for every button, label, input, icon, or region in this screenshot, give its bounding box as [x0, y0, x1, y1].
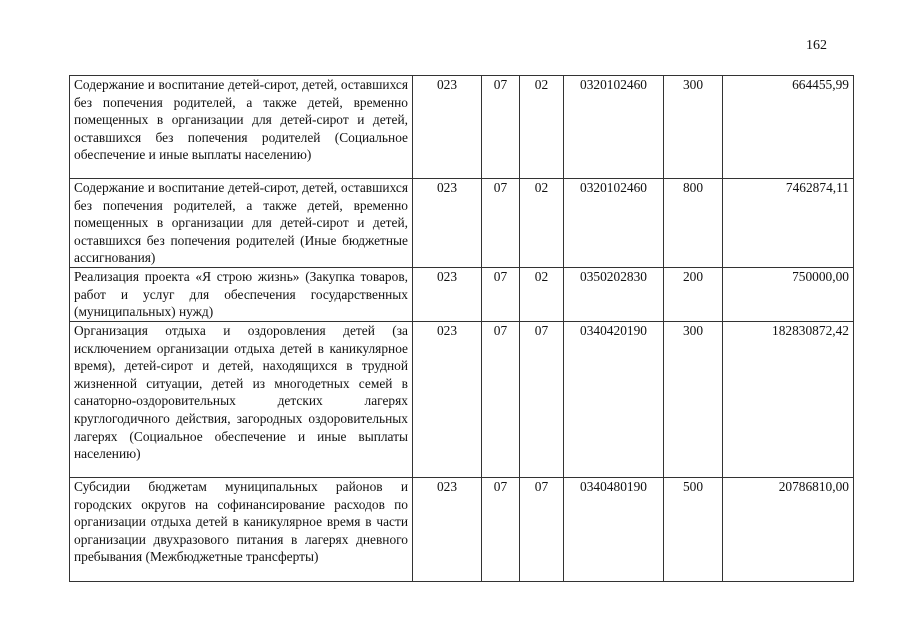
section-code: 07 [482, 267, 520, 321]
budget-table [69, 75, 854, 582]
table-row [70, 76, 854, 179]
expense-type-code: 300 [664, 321, 723, 477]
section-code: 07 [482, 76, 520, 179]
target-article-code: 0350202830 [564, 267, 664, 321]
table-row [70, 267, 854, 321]
expense-type-code: 500 [664, 477, 723, 581]
target-article-code: 0340420190 [564, 321, 664, 477]
row-description: Организация отдыха и оздоровления детей (за исключением организации отдыха детей в каникулярное время), детей-сирот и детей, находящихся в трудной жизненной ситуации, детей из многодетных семей в санаторно-оздоровительных детских лагерях круглогодичного действия, загородных оздоровительных лагерях (Социальное обеспечение и иные выплаты населению) [70, 321, 413, 477]
ministry-code: 023 [413, 321, 482, 477]
table-row [70, 321, 854, 477]
target-article-code: 0320102460 [564, 179, 664, 268]
amount: 664455,99 [723, 76, 854, 179]
target-article-code: 0320102460 [564, 76, 664, 179]
ministry-code: 023 [413, 76, 482, 179]
subsection-code: 07 [520, 321, 564, 477]
page-number: 162 [806, 38, 827, 53]
section-code: 07 [482, 179, 520, 268]
amount: 7462874,11 [723, 179, 854, 268]
subsection-code: 02 [520, 267, 564, 321]
table-row [70, 179, 854, 268]
subsection-code: 02 [520, 76, 564, 179]
ministry-code: 023 [413, 267, 482, 321]
target-article-code: 0340480190 [564, 477, 664, 581]
row-description: Субсидии бюджетам муниципальных районов и городских округов на софинансирование расходов по организации отдыха детей в каникулярное время в части организации двухразового питания в лагерях дневного пребывания (Межбюджетные трансферты) [70, 477, 413, 581]
row-description: Содержание и воспитание детей-сирот, детей, оставшихся без попечения родителей, а также детей, временно помещенных в организации для детей-сирот и детей, оставшихся без попечения родителей (Социальное обеспечение и иные выплаты населению) [70, 76, 413, 179]
row-description: Содержание и воспитание детей-сирот, детей, оставшихся без попечения родителей, а также детей, временно помещенных в организации для детей-сирот и детей, оставшихся без попечения родителей (Иные бюджетные ассигнования) [70, 179, 413, 268]
row-description: Реализация проекта «Я строю жизнь» (Закупка товаров, работ и услуг для обеспечения государственных (муниципальных) нужд) [70, 267, 413, 321]
section-code: 07 [482, 321, 520, 477]
amount: 20786810,00 [723, 477, 854, 581]
amount: 750000,00 [723, 267, 854, 321]
table-row [70, 477, 854, 581]
subsection-code: 02 [520, 179, 564, 268]
expense-type-code: 300 [664, 76, 723, 179]
subsection-code: 07 [520, 477, 564, 581]
ministry-code: 023 [413, 179, 482, 268]
ministry-code: 023 [413, 477, 482, 581]
section-code: 07 [482, 477, 520, 581]
expense-type-code: 800 [664, 179, 723, 268]
amount: 182830872,42 [723, 321, 854, 477]
expense-type-code: 200 [664, 267, 723, 321]
